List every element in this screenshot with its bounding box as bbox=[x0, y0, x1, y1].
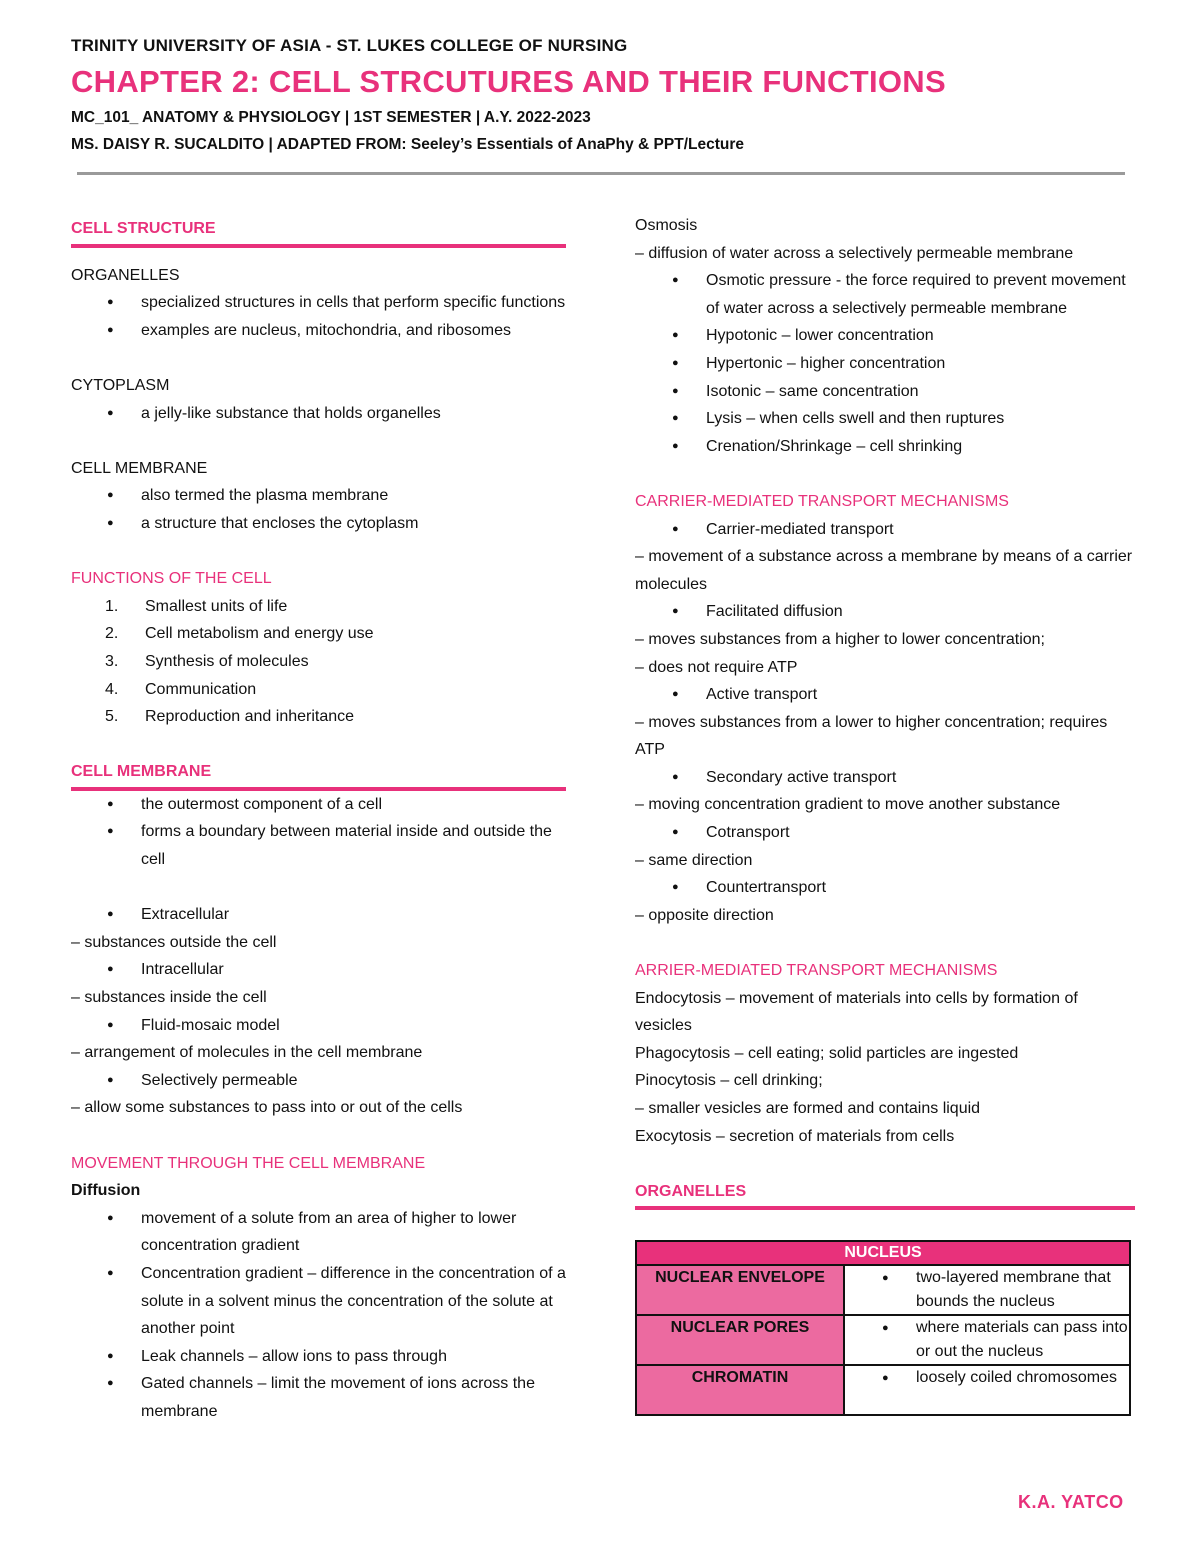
table-cell-desc: ● two-layered membrane that bounds the nucleus bbox=[845, 1266, 1129, 1314]
section-divider bbox=[635, 1206, 1135, 1210]
term: ● Cotransport bbox=[635, 819, 1135, 847]
list-item: ● specialized structures in cells that perform specific functions bbox=[71, 289, 566, 317]
section-title-cell-structure: CELL STRUCTURE bbox=[71, 220, 216, 237]
subheading-cell-membrane: CELL MEMBRANE bbox=[71, 459, 208, 477]
table-row bbox=[636, 1365, 1130, 1415]
header-divider bbox=[77, 172, 1125, 175]
list-item: ● a jelly-like substance that holds organelles bbox=[71, 400, 566, 428]
list-item: ● forms a boundary between material inside and outside the cell bbox=[71, 818, 566, 873]
section-title-cell-membrane: CELL MEMBRANE bbox=[71, 763, 212, 781]
university-name: TRINITY UNIVERSITY OF ASIA - ST. LUKES COLLEGE OF NURSING bbox=[71, 36, 628, 55]
section-title-carrier-mediated: CARRIER-MEDIATED TRANSPORT MECHANISMS bbox=[635, 492, 1009, 510]
list-item: ● examples are nucleus, mitochondria, and ribosomes bbox=[71, 317, 566, 345]
term-definition: – does not require ATP bbox=[635, 658, 798, 676]
nucleus-table bbox=[635, 1240, 1131, 1416]
numbered-item: 1. Smallest units of life bbox=[105, 597, 288, 615]
numbered-item: 3. Synthesis of molecules bbox=[105, 652, 309, 670]
list-item: ● Hypertonic – higher concentration bbox=[635, 350, 1135, 378]
list-item: ● Osmotic pressure - the force required to prevent movement of water across a selectively permeable membrane bbox=[635, 267, 1135, 322]
footer-author: K.A. YATCO bbox=[1018, 1492, 1124, 1512]
numbered-item: 2. Cell metabolism and energy use bbox=[105, 625, 374, 643]
term: ● Intracellular bbox=[71, 956, 566, 984]
text-line: Endocytosis – movement of materials into cells by formation of vesicles bbox=[635, 989, 1078, 1035]
instructor-info: MS. DAISY R. SUCALDITO | ADAPTED FROM: Seeley’s Essentials of AnaPhy & PPT/Lecture bbox=[71, 136, 744, 153]
text-line: Exocytosis – secretion of materials from cells bbox=[635, 1127, 955, 1145]
term: ● Facilitated diffusion bbox=[635, 598, 1135, 626]
table-header-row bbox=[636, 1241, 1130, 1265]
term-definition: – movement of a substance across a membrane by means of a carrier molecules bbox=[635, 548, 1133, 593]
term-definition: – substances outside the cell bbox=[71, 933, 277, 951]
term-definition: – opposite direction bbox=[635, 906, 774, 924]
text-line: Pinocytosis – cell drinking; bbox=[635, 1072, 823, 1090]
term-definition: – moves substances from a lower to higher concentration; requires ATP bbox=[635, 713, 1108, 759]
section-title-organelles: ORGANELLES bbox=[635, 1182, 747, 1200]
term-definition: – arrangement of molecules in the cell membrane bbox=[71, 1044, 423, 1062]
term: ● Fluid-mosaic model bbox=[71, 1012, 566, 1040]
term: ● Carrier-mediated transport bbox=[635, 516, 1135, 544]
list-item: ● Hypotonic – lower concentration bbox=[635, 322, 1135, 350]
text-line: – smaller vesicles are formed and contains liquid bbox=[635, 1100, 981, 1117]
text-line: Phagocytosis – cell eating; solid particles are ingested bbox=[635, 1044, 1019, 1062]
table-cell-label: NUCLEAR ENVELOPE bbox=[636, 1265, 844, 1315]
term: ● Active transport bbox=[635, 681, 1135, 709]
list-item: ● Gated channels – limit the movement of ions across the membrane bbox=[71, 1370, 566, 1425]
chapter-title: CHAPTER 2: CELL STRCUTURES AND THEIR FUNCTIONS bbox=[71, 64, 946, 99]
term: ● Selectively permeable bbox=[71, 1067, 566, 1095]
table-cell-label: CHROMATIN bbox=[636, 1365, 844, 1415]
subheading-osmosis: Osmosis bbox=[635, 217, 698, 234]
list-item: ● Lysis – when cells swell and then ruptures bbox=[635, 405, 1135, 433]
table-header: NUCLEUS bbox=[636, 1241, 1130, 1265]
subheading-organelles: ORGANELLES bbox=[71, 266, 180, 284]
list-item: ● Isotonic – same concentration bbox=[635, 378, 1135, 406]
list-item: ● Concentration gradient – difference in the concentration of a solute in a solvent minus the concentration of the solute at another point bbox=[71, 1260, 566, 1343]
term-definition: – substances inside the cell bbox=[71, 989, 267, 1007]
section-title-movement: MOVEMENT THROUGH THE CELL MEMBRANE bbox=[71, 1154, 426, 1172]
course-info: MC_101_ ANATOMY & PHYSIOLOGY | 1ST SEMESTER | A.Y. 2022-2023 bbox=[71, 109, 591, 126]
list-item: ● Leak channels – allow ions to pass through bbox=[71, 1343, 566, 1371]
list-item: ● a structure that encloses the cytoplasm bbox=[71, 510, 566, 538]
document-header bbox=[71, 36, 1131, 158]
left-column bbox=[71, 215, 566, 1426]
right-column bbox=[635, 212, 1135, 1416]
table-row bbox=[636, 1265, 1130, 1315]
subheading-diffusion: Diffusion bbox=[71, 1182, 141, 1200]
table-cell-desc: ● where materials can pass into or out the nucleus bbox=[845, 1316, 1129, 1364]
list-item: ● Crenation/Shrinkage – cell shrinking bbox=[635, 433, 1135, 461]
list-item: ● movement of a solute from an area of higher to lower concentration gradient bbox=[71, 1205, 566, 1260]
term-definition: – moving concentration gradient to move another substance bbox=[635, 796, 1061, 814]
table-cell-desc: ● loosely coiled chromosomes bbox=[845, 1366, 1129, 1414]
subheading-cytoplasm: CYTOPLASM bbox=[71, 376, 170, 394]
section-title-functions: FUNCTIONS OF THE CELL bbox=[71, 570, 272, 588]
term-definition: – same direction bbox=[635, 851, 753, 869]
numbered-item: 5. Reproduction and inheritance bbox=[105, 708, 355, 726]
term: ● Secondary active transport bbox=[635, 764, 1135, 792]
list-item: ● also termed the plasma membrane bbox=[71, 482, 566, 510]
list-item: ● the outermost component of a cell bbox=[71, 791, 566, 819]
term-definition: – moves substances from a higher to lower concentration; bbox=[635, 630, 1045, 648]
table-row bbox=[636, 1315, 1130, 1365]
table-cell-label: NUCLEAR PORES bbox=[636, 1315, 844, 1365]
term-definition: – allow some substances to pass into or out of the cells bbox=[71, 1099, 463, 1117]
term: ● Extracellular bbox=[71, 901, 566, 929]
numbered-item: 4. Communication bbox=[105, 680, 257, 698]
term-definition: – diffusion of water across a selectively permeable membrane bbox=[635, 244, 1074, 262]
section-title-arrier-mediated: ARRIER-MEDIATED TRANSPORT MECHANISMS bbox=[635, 962, 998, 980]
term: ● Countertransport bbox=[635, 874, 1135, 902]
